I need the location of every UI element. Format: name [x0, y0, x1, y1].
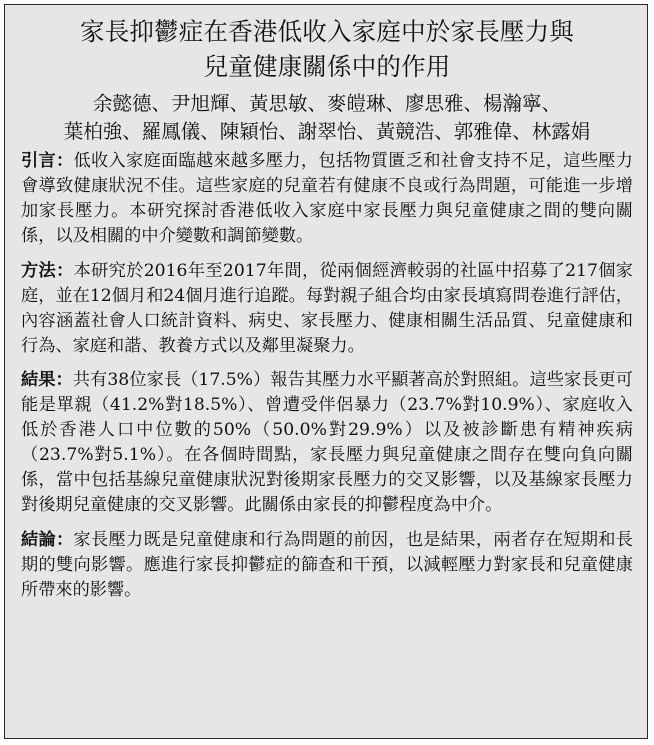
title-line-1: 家長抑鬱症在香港低收入家庭中於家長壓力與: [80, 17, 574, 46]
section-conclusion: [21, 528, 633, 603]
section-text-methods: 本研究於2016年至2017年間，從兩個經濟較弱的社區中招募了217個家庭，並在12個月和24個月進行追蹤。每對親子組合均由家長填寫問卷進行評估，內容涵蓋社會人口統計資料、病史、家長壓力、健康相關生活品質、兒童健康和行為、家庭和諧、教養方式以及鄰里凝聚力。: [21, 260, 633, 356]
section-label-methods: 方法：: [21, 260, 74, 281]
section-label-conclusion: 結論：: [21, 529, 74, 550]
section-label-introduction: 引言：: [21, 151, 74, 171]
abstract-panel: [4, 4, 648, 739]
author-list: [21, 90, 633, 145]
section-text-conclusion: 家長壓力既是兒童健康和行為問題的前因，也是結果，兩者存在短期和長期的雙向影響。應進行家長抑鬱症的篩查和干預，以減輕壓力對家長和兒童健康所帶來的影響。: [21, 529, 633, 600]
section-text-introduction: 低收入家庭面臨越來越多壓力，包括物質匱乏和社會支持不足，這些壓力會導致健康狀況不佳。這些家庭的兒童若有健康不良或行為問題，可能進一步增加家長壓力。本研究探討香港低收入家庭中家長壓力與兒童健康之間的雙向關係，以及相關的中介變數和調節變數。: [21, 151, 633, 246]
section-methods: [21, 259, 633, 359]
authors-line-2: 葉柏強、羅鳳儀、陳穎怡、謝翠怡、黃競浩、郭雅偉、林露娟: [63, 119, 591, 143]
authors-line-1: 余懿德、尹旭輝、黃思敏、麥皚琳、廖思雅、楊瀚寧、: [92, 92, 561, 115]
section-text-results: 共有38位家長（17.5%）報告其壓力水平顯著高於對照組。這些家長更可能是單親（41.2%對18.5%）、曾遭受伴侶暴力（23.7%對10.9%）、家庭收入低於香港人口中位數的50%（50.0%對29.9%）以及被診斷患有精神疾病（23.7%對5.1%）。在各個時間點，家長壓力與兒童健康之間存在雙向負向關係，當中包括基線兒童健康狀況對後期家長壓力的交叉影響，以及基線家長壓力對後期兒童健康的交叉影響。此關係由家長的抑鬱程度為中介。: [21, 370, 633, 515]
section-label-results: 結果：: [21, 370, 73, 390]
paper-title: [21, 14, 633, 84]
section-introduction: [21, 149, 633, 249]
section-results: [21, 368, 633, 518]
title-line-2: 兒童健康關係中的作用: [203, 52, 451, 81]
